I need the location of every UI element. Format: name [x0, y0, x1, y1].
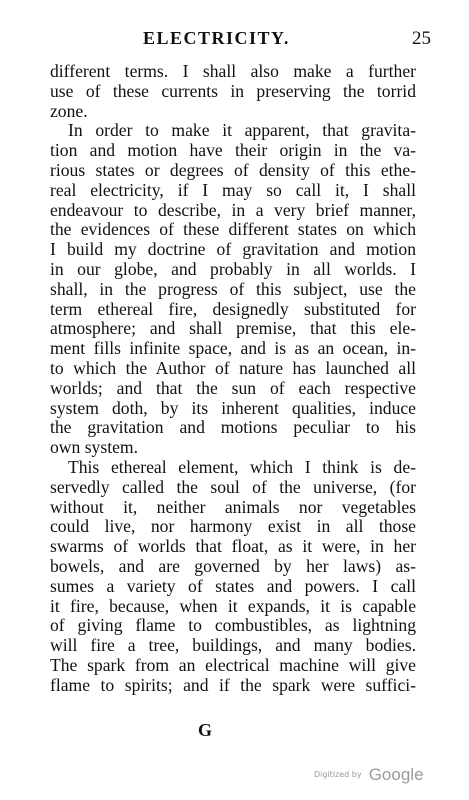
text-line: atmosphere; and shall premise, that this ele- [50, 318, 416, 339]
text-line: own system. [50, 437, 138, 458]
text-line: The spark from an electrical machine will give [50, 654, 416, 675]
text-line: worlds; and that the sun of each respective [50, 377, 416, 398]
text-line: tion and motion have their origin in the va- [50, 140, 416, 161]
running-head: ELECTRICITY. [143, 28, 290, 48]
text-line: term ethereal fire, designedly substituted for [50, 298, 416, 319]
text-line: real electricity, if I may so call it, I shall [50, 179, 416, 200]
text-line: bowels, and are governed by her laws) as- [50, 555, 416, 576]
text-line: shall, in the progress of this subject, use the [50, 278, 416, 299]
text-line: could live, nor harmony exist in all those [50, 516, 416, 537]
text-line: the gravitation and motions peculiar to his [50, 417, 416, 438]
text-line: zone. [50, 100, 88, 121]
page-number: 25 [412, 28, 431, 49]
text-line: use of these currents in preserving the torrid [50, 80, 416, 101]
text-line: of giving flame to combustibles, as lightning [50, 615, 416, 636]
text-line: servedly called the soul of the universe, (for [50, 476, 416, 497]
text-line: will fire a tree, buildings, and many bodies. [50, 635, 416, 656]
text-line: In order to make it apparent, that gravita- [68, 120, 416, 141]
text-line: ment fills infinite space, and is as an ocean, in- [50, 338, 416, 359]
watermark-prefix: Digitized by [314, 770, 362, 779]
page-header [0, 28, 469, 52]
text-line: rious states or degrees of density of this ethe- [50, 159, 416, 180]
watermark-brand: Google [368, 764, 424, 784]
signature-mark: G [198, 720, 213, 740]
text-line: it fire, because, when it expands, it is capable [50, 595, 416, 616]
text-line: the evidences of these different states on which [50, 219, 416, 240]
text-line: I build my doctrine of gravitation and motion [50, 239, 416, 260]
text-line: without it, neither animals nor vegetables [50, 496, 416, 517]
text-line: sumes a variety of states and powers. I call [50, 575, 416, 596]
text-line: endeavour to describe, in a very brief manner, [50, 199, 416, 220]
text-line: system doth, by its inherent qualities, induce [50, 397, 416, 418]
text-line: different terms. I shall also make a further [50, 61, 416, 81]
text-line: This ethereal element, which I think is de- [68, 456, 416, 477]
text-line: flame to spirits; and if the spark were suffici- [50, 674, 416, 695]
text-line: swarms of worlds that float, as it were, in her [50, 536, 416, 557]
text-line: to which the Author of nature has launched all [50, 357, 416, 378]
body-text [50, 62, 416, 696]
watermark [314, 764, 424, 784]
text-line: in our globe, and probably in all worlds. I [50, 258, 416, 279]
